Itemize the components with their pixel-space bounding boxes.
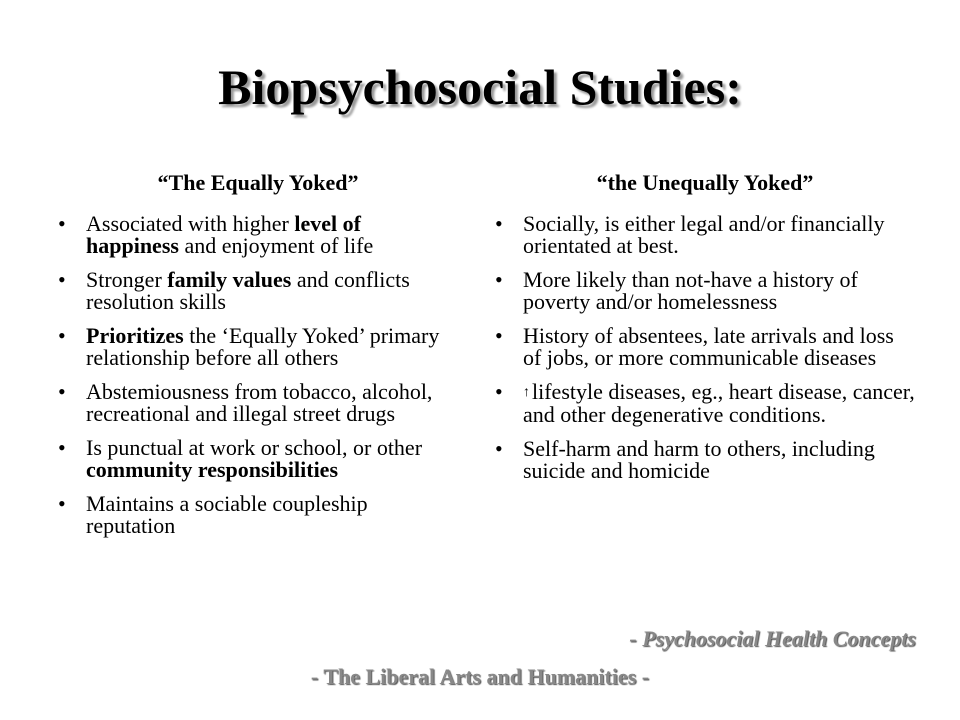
list-item: • Prioritizes the ‘Equally Yoked’ primary relationship before all others (58, 323, 440, 370)
subject-footer: - The Liberal Arts and Humanities - (310, 664, 650, 689)
bullet-icon: • (58, 379, 66, 404)
list-item: • Self-harm and harm to others, including suicide and homicide (495, 436, 875, 483)
bullet-icon: • (58, 267, 66, 292)
concepts-footer: - Psychosocial Health Concepts (629, 626, 916, 651)
list-item: • Is punctual at work or school, or other community responsibilities (58, 435, 423, 482)
bullet-icon: • (58, 211, 66, 236)
list-item: • Maintains a sociable coupleship reputation (58, 491, 368, 538)
equally-yoked-column (58, 170, 458, 549)
unequally-yoked-list (495, 213, 915, 482)
bullet-icon: • (495, 379, 503, 404)
list-item: • ↑lifestyle diseases, eg., heart disease, cancer, and other degenerative conditions. (495, 379, 915, 427)
bullet-icon: • (495, 211, 503, 236)
list-item: • More likely than not-have a history of poverty and/or homelessness (495, 267, 858, 314)
equally-yoked-heading: “The Equally Yoked” (157, 170, 359, 195)
bullet-icon: • (58, 491, 66, 516)
list-item: • Abstemiousness from tobacco, alcohol, recreational and illegal street drugs (58, 379, 433, 426)
bullet-icon: • (495, 323, 503, 348)
list-item: • Stronger family values and conflicts resolution skills (58, 267, 410, 314)
list-item: • Socially, is either legal and/or financially orientated at best. (495, 211, 885, 258)
bullet-icon: • (58, 435, 66, 460)
bullet-icon: • (495, 267, 503, 292)
list-item: • History of absentees, late arrivals and loss of jobs, or more communicable diseases (495, 323, 894, 370)
slide-title: Biopsychosocial Studies: (218, 59, 742, 115)
unequally-yoked-heading: “the Unequally Yoked” (596, 170, 814, 195)
unequally-yoked-column (495, 170, 915, 494)
up-arrow-icon: ↑ (523, 385, 530, 400)
equally-yoked-list (58, 213, 458, 537)
bullet-icon: • (58, 323, 66, 348)
list-item: • Associated with higher level of happiness and enjoyment of life (58, 211, 374, 258)
bullet-icon: • (495, 436, 503, 461)
